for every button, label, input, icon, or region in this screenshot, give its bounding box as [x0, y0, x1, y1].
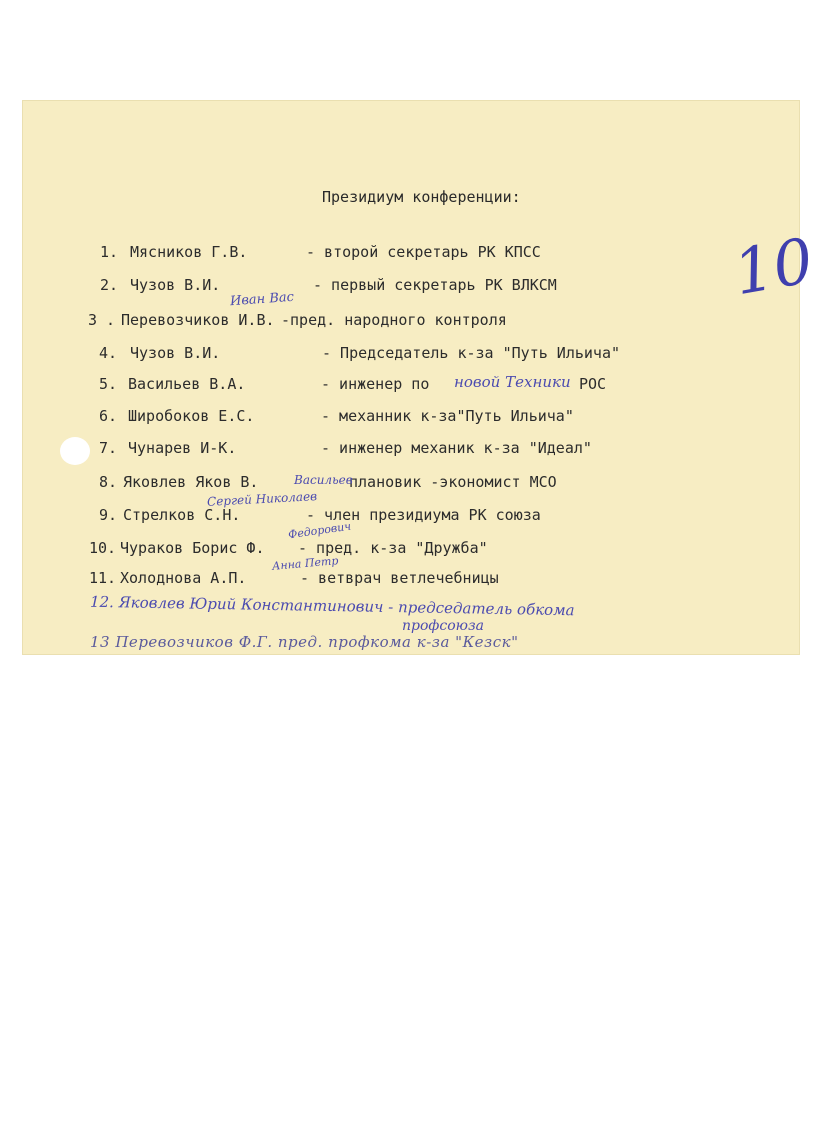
punch-hole [60, 437, 90, 465]
member-name: Яковлев Яков В. [123, 473, 259, 491]
member-role: - Председатель к-за "Путь Ильича" [322, 344, 621, 362]
handwritten-note: Федорович [287, 519, 352, 542]
handwritten-line-12-continuation: профсоюза [402, 618, 484, 634]
member-name: Стрелков С.Н. [123, 506, 241, 524]
member-name: Васильев В.А. [128, 375, 246, 393]
member-name: Чузов В.И. [130, 344, 221, 362]
member-name: Чунарев И-К. [128, 439, 237, 457]
member-role: - член президиума РК союза [306, 506, 541, 524]
item-number: 1. [100, 243, 119, 261]
member-role: - инженер механик к-за "Идеал" [321, 439, 592, 457]
item-number: 8. [99, 473, 118, 491]
item-number: 11. [89, 569, 117, 587]
item-number: 2. [100, 276, 119, 294]
item-number: 4. [99, 344, 118, 362]
member-name: Чураков Борис Ф. [120, 539, 265, 557]
member-role-tail: РОС [579, 375, 607, 393]
member-role: - первый секретарь РК ВЛКСМ [313, 276, 557, 294]
handwritten-note: Анна Петр [271, 554, 339, 573]
member-name: Широбоков Е.С. [128, 407, 255, 425]
item-number: 7. [99, 439, 118, 457]
handwritten-line-12: 12. Яковлев Юрий Константинович - председатель обкома [89, 592, 575, 620]
item-number: 9. [99, 506, 118, 524]
handwritten-line-13: 13 Перевозчиков Ф.Г. пред. профкома к-за "Кезск" [90, 633, 519, 651]
member-role: - ветврач ветлечебницы [300, 569, 499, 587]
handwritten-note: Сергей Николаев [206, 489, 318, 509]
handwritten-note: Иван Вас [229, 289, 295, 310]
item-number: 3 . [88, 311, 116, 329]
handwritten-role-note: новой Техники [454, 373, 571, 391]
document-sheet [22, 100, 819, 655]
member-role: плановик -экономист МСО [349, 473, 557, 491]
member-role: - второй секретарь РК КПСС [306, 243, 541, 261]
member-name: Холоднова А.П. [120, 569, 247, 587]
handwritten-note: Васильев [294, 473, 353, 487]
member-role: - инженер по [321, 375, 430, 393]
document-title: Президиум конференции: [322, 188, 521, 206]
member-role: - пред. к-за "Дружба" [298, 539, 488, 557]
member-name: Мясников Г.В. [130, 243, 248, 261]
item-number: 6. [99, 407, 118, 425]
page-mark: 10 [728, 223, 819, 310]
member-role: -пред. народного контроля [281, 311, 507, 329]
member-name: Чузов В.И. [130, 276, 221, 294]
member-name: Перевозчиков И.В. [121, 311, 275, 329]
item-number: 5. [99, 375, 118, 393]
member-role: - механник к-за"Путь Ильича" [321, 407, 574, 425]
item-number: 10. [89, 539, 117, 557]
